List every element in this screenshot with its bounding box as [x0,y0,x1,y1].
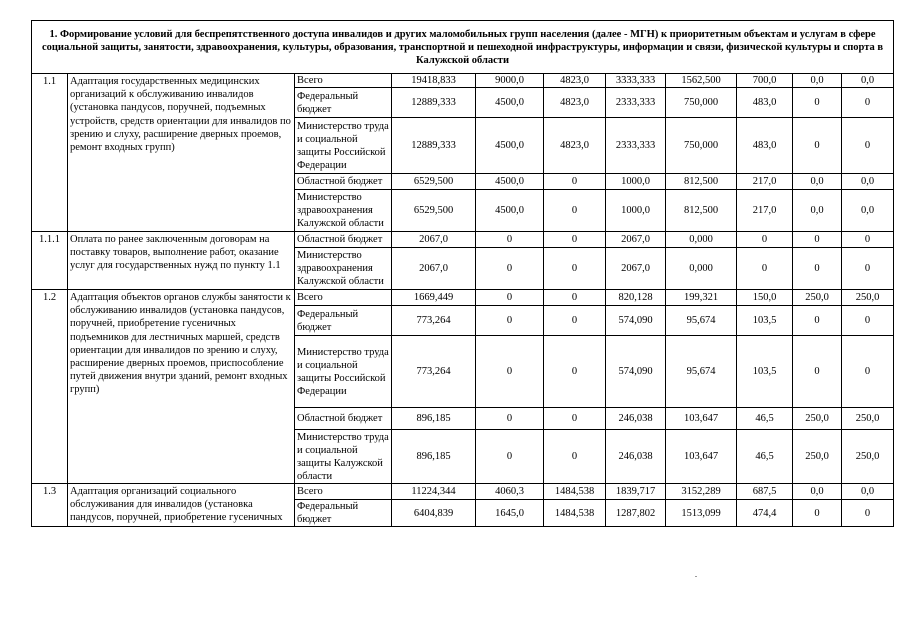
scan-artifact [695,576,697,577]
amount-cell: 0,0 [842,484,894,500]
amount-cell: 19418,833 [392,74,476,88]
amount-cell: 4823,0 [544,74,606,88]
amount-cell: 483,0 [737,88,793,118]
amount-cell: 1000,0 [606,190,666,232]
amount-cell: 0 [793,118,842,174]
item-number: 1.3 [32,484,68,527]
amount-cell: 812,500 [666,174,737,190]
amount-cell: 250,0 [842,408,894,430]
item-number: 1.1.1 [32,232,68,290]
amount-cell: 0 [544,190,606,232]
amount-cell: 0 [842,88,894,118]
amount-cell: 574,090 [606,306,666,336]
table-row [32,290,894,306]
funding-source: Министерство труда и социальной защиты Российской Федерации [295,118,392,174]
amount-cell: 6404,839 [392,500,476,527]
table-row [32,232,894,248]
amount-cell: 0 [476,248,544,290]
amount-cell: 250,0 [793,430,842,484]
amount-cell: 0 [476,306,544,336]
amount-cell: 103,5 [737,336,793,408]
amount-cell: 1287,802 [606,500,666,527]
amount-cell: 0 [793,248,842,290]
amount-cell: 0,0 [793,484,842,500]
amount-cell: 4500,0 [476,190,544,232]
amount-cell: 0 [737,248,793,290]
amount-cell: 250,0 [842,430,894,484]
amount-cell: 0 [544,232,606,248]
amount-cell: 6529,500 [392,190,476,232]
amount-cell: 103,647 [666,430,737,484]
amount-cell: 2067,0 [392,232,476,248]
amount-cell: 250,0 [793,290,842,306]
amount-cell: 1000,0 [606,174,666,190]
amount-cell: 1484,538 [544,500,606,527]
amount-cell: 483,0 [737,118,793,174]
amount-cell: 4500,0 [476,174,544,190]
amount-cell: 0,0 [793,190,842,232]
amount-cell: 574,090 [606,336,666,408]
funding-source: Федеральный бюджет [295,500,392,527]
table-row [32,74,894,88]
amount-cell: 4500,0 [476,88,544,118]
amount-cell: 0 [793,232,842,248]
amount-cell: 95,674 [666,306,737,336]
amount-cell: 0 [544,306,606,336]
amount-cell: 217,0 [737,190,793,232]
table-row [32,484,894,500]
amount-cell: 46,5 [737,408,793,430]
funding-source: Всего [295,290,392,306]
amount-cell: 0,000 [666,232,737,248]
amount-cell: 474,4 [737,500,793,527]
amount-cell: 820,128 [606,290,666,306]
funding-source: Министерство здравоохранения Калужской области [295,190,392,232]
amount-cell: 773,264 [392,306,476,336]
amount-cell: 0 [842,500,894,527]
amount-cell: 896,185 [392,408,476,430]
program-table [31,20,894,527]
amount-cell: 4500,0 [476,118,544,174]
amount-cell: 0 [793,306,842,336]
amount-cell: 1645,0 [476,500,544,527]
amount-cell: 250,0 [793,408,842,430]
amount-cell: 750,000 [666,88,737,118]
amount-cell: 0 [476,408,544,430]
amount-cell: 150,0 [737,290,793,306]
funding-source: Федеральный бюджет [295,306,392,336]
funding-source: Министерство здравоохранения Калужской области [295,248,392,290]
amount-cell: 0 [476,430,544,484]
item-description: Адаптация объектов органов службы занятости к обслуживанию инвалидов (установка пандусов, поручней, приобретение гусеничных подъемников для лестничных маршей, средств ориентации для инвалидов по зрению и слуху, расширение дверных проемов, приспособление путей движения внутри зданий, ремонт входных групп) [68,290,295,484]
amount-cell: 0 [842,118,894,174]
amount-cell: 1839,717 [606,484,666,500]
item-description: Оплата по ранее заключенным договорам на поставку товаров, выполнение работ, оказание услуг для государственных нужд по пункту 1.1 [68,232,295,290]
amount-cell: 3152,289 [666,484,737,500]
amount-cell: 750,000 [666,118,737,174]
amount-cell: 0 [793,500,842,527]
amount-cell: 199,321 [666,290,737,306]
amount-cell: 700,0 [737,74,793,88]
amount-cell: 0 [544,430,606,484]
amount-cell: 4823,0 [544,88,606,118]
funding-source: Областной бюджет [295,408,392,430]
amount-cell: 0,0 [842,190,894,232]
amount-cell: 2067,0 [392,248,476,290]
amount-cell: 0,0 [842,74,894,88]
amount-cell: 1669,449 [392,290,476,306]
amount-cell: 217,0 [737,174,793,190]
amount-cell: 4823,0 [544,118,606,174]
amount-cell: 0 [476,232,544,248]
funding-source: Министерство труда и социальной защиты Российской Федерации [295,336,392,408]
amount-cell: 103,5 [737,306,793,336]
amount-cell: 6529,500 [392,174,476,190]
funding-source: Всего [295,74,392,88]
amount-cell: 0,0 [793,174,842,190]
amount-cell: 0 [544,290,606,306]
funding-source: Всего [295,484,392,500]
amount-cell: 1562,500 [666,74,737,88]
amount-cell: 3333,333 [606,74,666,88]
amount-cell: 12889,333 [392,118,476,174]
amount-cell: 2333,333 [606,88,666,118]
amount-cell: 0 [544,408,606,430]
amount-cell: 9000,0 [476,74,544,88]
amount-cell: 2333,333 [606,118,666,174]
amount-cell: 1484,538 [544,484,606,500]
item-number: 1.2 [32,290,68,484]
section-title: 1. Формирование условий для беспрепятственного доступа инвалидов и других маломобильных групп населения (далее - МГН) к приоритетным объектам и услугам в сфере социальной защиты, занятости, здравоохранения, культуры, образования, транспортной и пешеходной инфраструктуры, информации и связи, физической культуры и спорта в Калужской области [32,21,894,74]
amount-cell: 0 [737,232,793,248]
amount-cell: 12889,333 [392,88,476,118]
amount-cell: 4060,3 [476,484,544,500]
amount-cell: 103,647 [666,408,737,430]
amount-cell: 0 [793,336,842,408]
amount-cell: 687,5 [737,484,793,500]
amount-cell: 246,038 [606,430,666,484]
funding-source: Министерство труда и социальной защиты Калужской области [295,430,392,484]
funding-source: Областной бюджет [295,232,392,248]
amount-cell: 0 [544,336,606,408]
amount-cell: 0 [544,248,606,290]
amount-cell: 0 [793,88,842,118]
amount-cell: 46,5 [737,430,793,484]
amount-cell: 0 [544,174,606,190]
funding-source: Федеральный бюджет [295,88,392,118]
amount-cell: 2067,0 [606,248,666,290]
amount-cell: 0,000 [666,248,737,290]
amount-cell: 0 [842,306,894,336]
section-header-row [32,21,894,74]
amount-cell: 1513,099 [666,500,737,527]
amount-cell: 11224,344 [392,484,476,500]
amount-cell: 2067,0 [606,232,666,248]
amount-cell: 773,264 [392,336,476,408]
amount-cell: 0 [476,290,544,306]
amount-cell: 95,674 [666,336,737,408]
amount-cell: 812,500 [666,190,737,232]
amount-cell: 0,0 [793,74,842,88]
amount-cell: 0,0 [842,174,894,190]
amount-cell: 246,038 [606,408,666,430]
amount-cell: 250,0 [842,290,894,306]
amount-cell: 896,185 [392,430,476,484]
amount-cell: 0 [842,232,894,248]
item-description: Адаптация организаций социального обслуживания для инвалидов (установка пандусов, поручней, приобретение гусеничных [68,484,295,527]
amount-cell: 0 [842,248,894,290]
funding-source: Областной бюджет [295,174,392,190]
item-number: 1.1 [32,74,68,232]
amount-cell: 0 [842,336,894,408]
amount-cell: 0 [476,336,544,408]
item-description: Адаптация государственных медицинских организаций к обслуживанию инвалидов (установка пандусов, поручней, подъемных устройств, средств ориентации для инвалидов по зрению и слуху, расширение дверных проемов, ремонт входных групп) [68,74,295,232]
